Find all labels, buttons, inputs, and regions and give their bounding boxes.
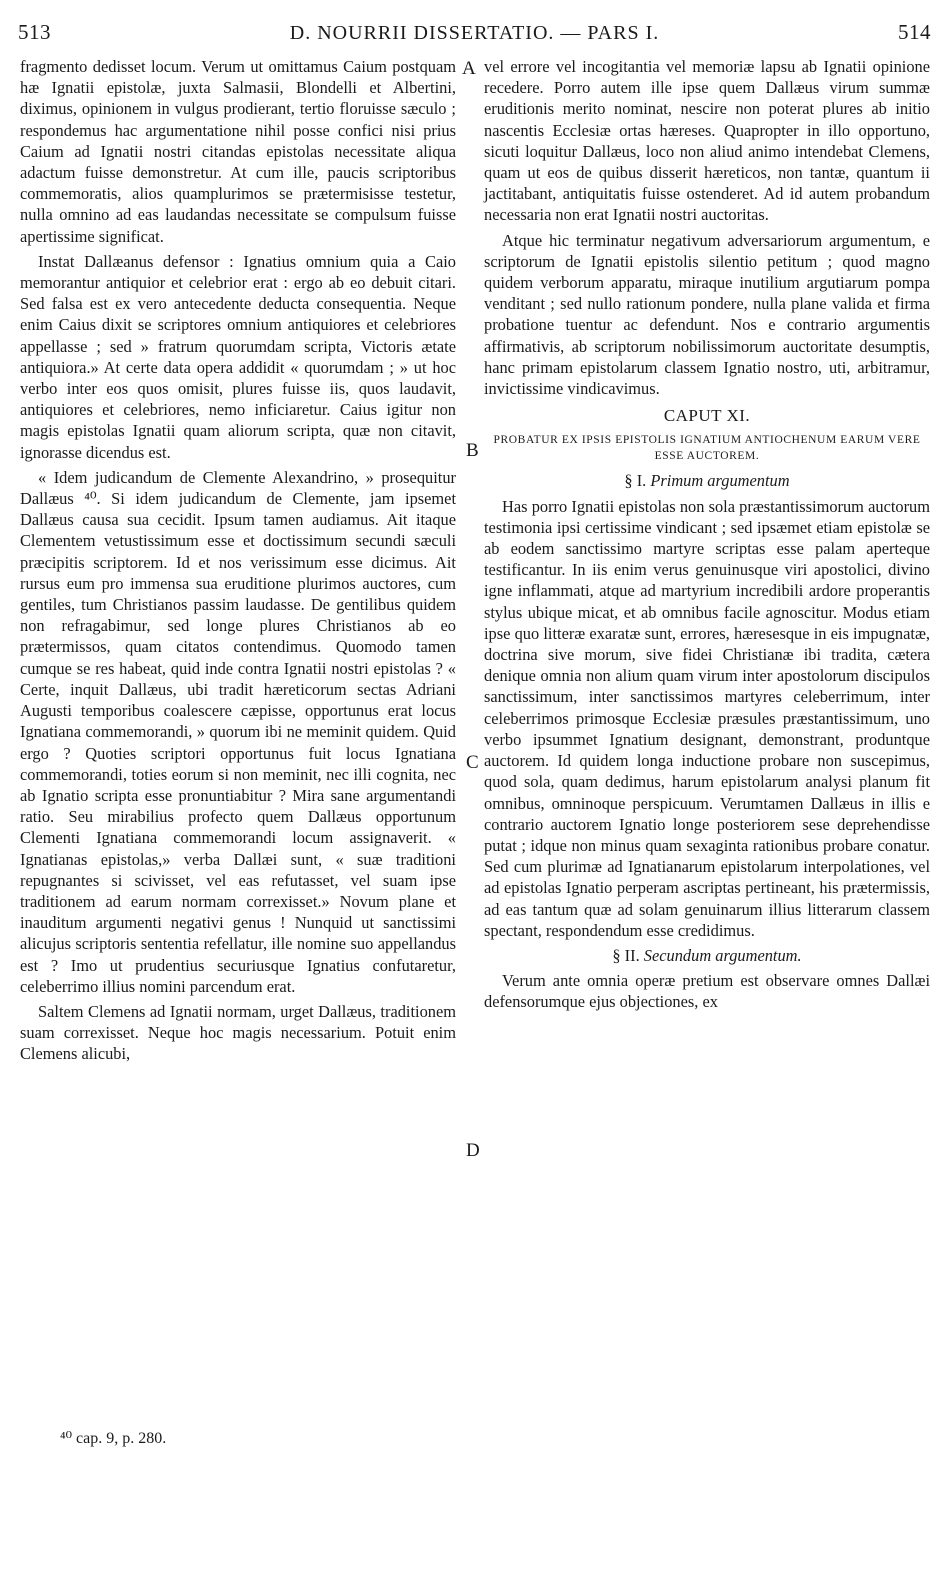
right-paragraph-1: vel errore vel incogitantia vel memoriæ lapsu ab Ignatii opinione recedere. Porro autem ille ipse quem Dallæus virum summæ eruditionis merito nominat, nescire non poterat plures ab initio nascentis Ecclesiæ ortas hæreses. Quapropter in illo opportuno, sicuti loquitur Dallæus, loco non aliud animo intendebat Clemens, quam ut eos de quibus disserit hæreticos, non tantæ, quantum ii jactitabant, antiquitatis fuisse ostenderet. Ad id autem probandum necessaria non erat Ignatii nostri auctoritas. xyxy=(484,57,930,225)
margin-marker-a: A xyxy=(462,58,476,79)
page-number-right: 514 xyxy=(898,20,931,44)
right-paragraph-2: Atque hic terminatur negativum adversariorum argumentum, e scriptorum de Ignatii epistolis silentio petitum ; quod magno quidem verborum apparatu, miraque inutilium argutiarum pompa venditant ; sed nullo rationum pondere, nulla plane valida et firma probatione tuentur ac defendunt. Nos e contrario argumentis affirmativis, ab scriptorum nobilissimorum auctoritate desumptis, hanc primam epistolarum classem Ignatio nostro, uti, arbitramur, invictissime vindicavimus. xyxy=(484,230,930,399)
right-paragraph-4: Verum ante omnia operæ pretium est observare omnes Dallæi defensorumque ejus objectiones, ex xyxy=(484,971,930,1012)
right-column xyxy=(484,56,930,1017)
section-2-title: Secundum argumentum. xyxy=(643,945,802,965)
left-paragraph-3: « Idem judicandum de Clemente Alexandrino, » prosequitur Dallæus ⁴⁰. Si idem judicandum de Clemente, jam ipsemet Dallæus causa sua cecidit. Ipsum tamen audiamus. Ait itaque Clementem vetustissimum esse et doctissimum secundi sæculi præcipitis scriptorem. Id et nos verissimum esse dicimus. Ait rursus eum pro immensa sua eruditione plurimos auctores, cum gentiles, tum Christianos passim laudasse. De gentilibus quidem non refragabimur, sed longe plures Christianos ab eo prætermissos, quam citatos contendimus. Quomodo tamen cumque se res habeat, quid inde contra Ignatii nostri epistolas ? « Certe, inquit Dallæus, ubi tradit hæreticorum sectas Adriani Augusti temporibus coalescere cæpisse, opportunus erat locus Ignatiana commemorandi, » quorum ibi ne meminit quidem. Quid ergo ? Quoties scriptori opportunus fuit locus Ignatiana commemorandi, toties eorum si non meminit, nec illi cognita, nec ab Ignatio scripta esse pronuntiabitur ? Mira sane argumentandi ratio. Seu mirabilius profecto quem Dallæus opportunum Clementi Ignatiana commemorandi locum assignaverit. « Ignatianas epistolas,» verba Dallæi sunt, « suæ traditioni repugnantes si scivisset, vel eas refutasset, vel suam ipse traditionem ad earum normam correxisset.» Novum plane et inauditum argumenti negativi genus ! Nunquid ut sanctissimi alicujus scriptoris sententia refellatur, ille nomine suo appellandus est ? Imo ut prudentius securiusque Ignatius confutaretur, celeberrimo illius nomini parcendum erat. xyxy=(20,467,456,996)
section-2-number: § II. xyxy=(612,945,640,965)
section-2-heading xyxy=(484,945,930,966)
section-1-title: Primum argumentum xyxy=(650,471,790,491)
page-number-left: 513 xyxy=(18,20,51,44)
left-paragraph-1: fragmento dedisset locum. Verum ut omittamus Caium postquam hæ Ignatii epistolæ, juxta Salmasii, Blondelli et Albertini, diximus, opinionem in vulgus prodierant, tertio floruisse sæculo ; respondemus hac argumentatione nihil posse confici nisi prius Caium ad Ignatii nostri citandas epistolas necessitate aliqua adactum fuisse demonstretur. At cum ille, paucis scriptoribus commemoratis, alios quamplurimos se prætermisisse testetur, nulla omnino ad eas laudandas necessitate se compulsum fuisse apertissime significat. xyxy=(20,57,456,246)
chapter-subheading: PROBATUR EX IPSIS EPISTOLIS IGNATIUM ANTIOCHENUM EARUM VERE ESSE AUCTOREM. xyxy=(493,434,921,463)
footnote: ⁴⁰ cap. 9, p. 280. xyxy=(60,1430,167,1447)
running-title: D. NOURRII DISSERTATIO. — PARS I. xyxy=(289,22,660,44)
margin-marker-b: B xyxy=(466,440,479,461)
chapter-heading: CAPUT XI. xyxy=(663,406,751,426)
left-column xyxy=(20,56,456,1069)
left-paragraph-2: Instat Dallæanus defensor : Ignatius omnium quia a Caio memorantur antiquior et celebrior erat : ergo ab eo debuit citari. Sed falsa est ex vero antecedente deducta consequentia. Neque enim Caius dixit se scriptores omnium antiquiores et celebriores appellasse ; sed » fratrum quorumdam scripta, Victoris ætate antiquiora.» At certe data opera addidit « quorumdam ; » ut hoc verbo inter eos quos omisit, plures fuisse iis, quos laudavit, antiquiores et celebriores, nemo inficiaretur. Caius igitur non magis epistolas Ignatii quam aliorum scripta, quæ non citavit, ignorasse dicendus est. xyxy=(20,251,456,462)
page-header xyxy=(18,20,931,50)
left-paragraph-4: Saltem Clemens ad Ignatii normam, urget Dallæus, traditionem suam correxisset. Neque hoc magis necessarium. Potuit enim Clemens alicubi, xyxy=(20,1001,456,1064)
section-1-heading xyxy=(484,470,930,491)
right-paragraph-3: Has porro Ignatii epistolas non sola præstantissimorum auctorum testimonia ipsi certissime vindicant ; sed ipsæmet etiam epistolæ se ab eodem sanctissimo martyre scriptas esse palam aperteque testificantur. In iis enim verus genuinusque viri apostolici, divino igne inflammati, atque ad martyrium incredibili ardore properantis stylus ubique micat, et ab omnibus facile agnoscitur. Modus etiam ipse quo litteræ exaratæ sunt, errores, hæresesque in eis impugnatæ, doctrina sive morum, sive fidei Christianæ ibi tradita, cætera denique omnia non alium quam virum inter apostolorum discipulos sanctissimum, inter sanctissimos martyres celeberrimum, inter celeberrimos primosque Ecclesiæ præsules præstantissimum, uno verbo ipsummet Ignatium designant, demonstrant, produntque auctorem. Id quidem longa inductione probare non suscepimus, quod sola, quam dedimus, harum epistolarum analysi planum fit omnibus, omninoque perspicuum. Verumtamen Dallæus in illis e contrario auctorem Ignatio longe posteriorem sese deprehendisse putat ; idque non minus quam sexaginta rationibus probare conatur. Sed cum plurimæ ad Ignatianarum epistolarum interpolationes, vel ad epistolas Ignatio perperam ascriptas pertineant, his prætermissis, ad eas tantum quæ ad solam genuinarum illius litterarum classem spectant, respondendum esse credidimus. xyxy=(484,496,930,940)
margin-marker-d: D xyxy=(466,1140,480,1161)
margin-marker-c: C xyxy=(466,752,479,773)
section-1-number: § I. xyxy=(624,471,647,491)
